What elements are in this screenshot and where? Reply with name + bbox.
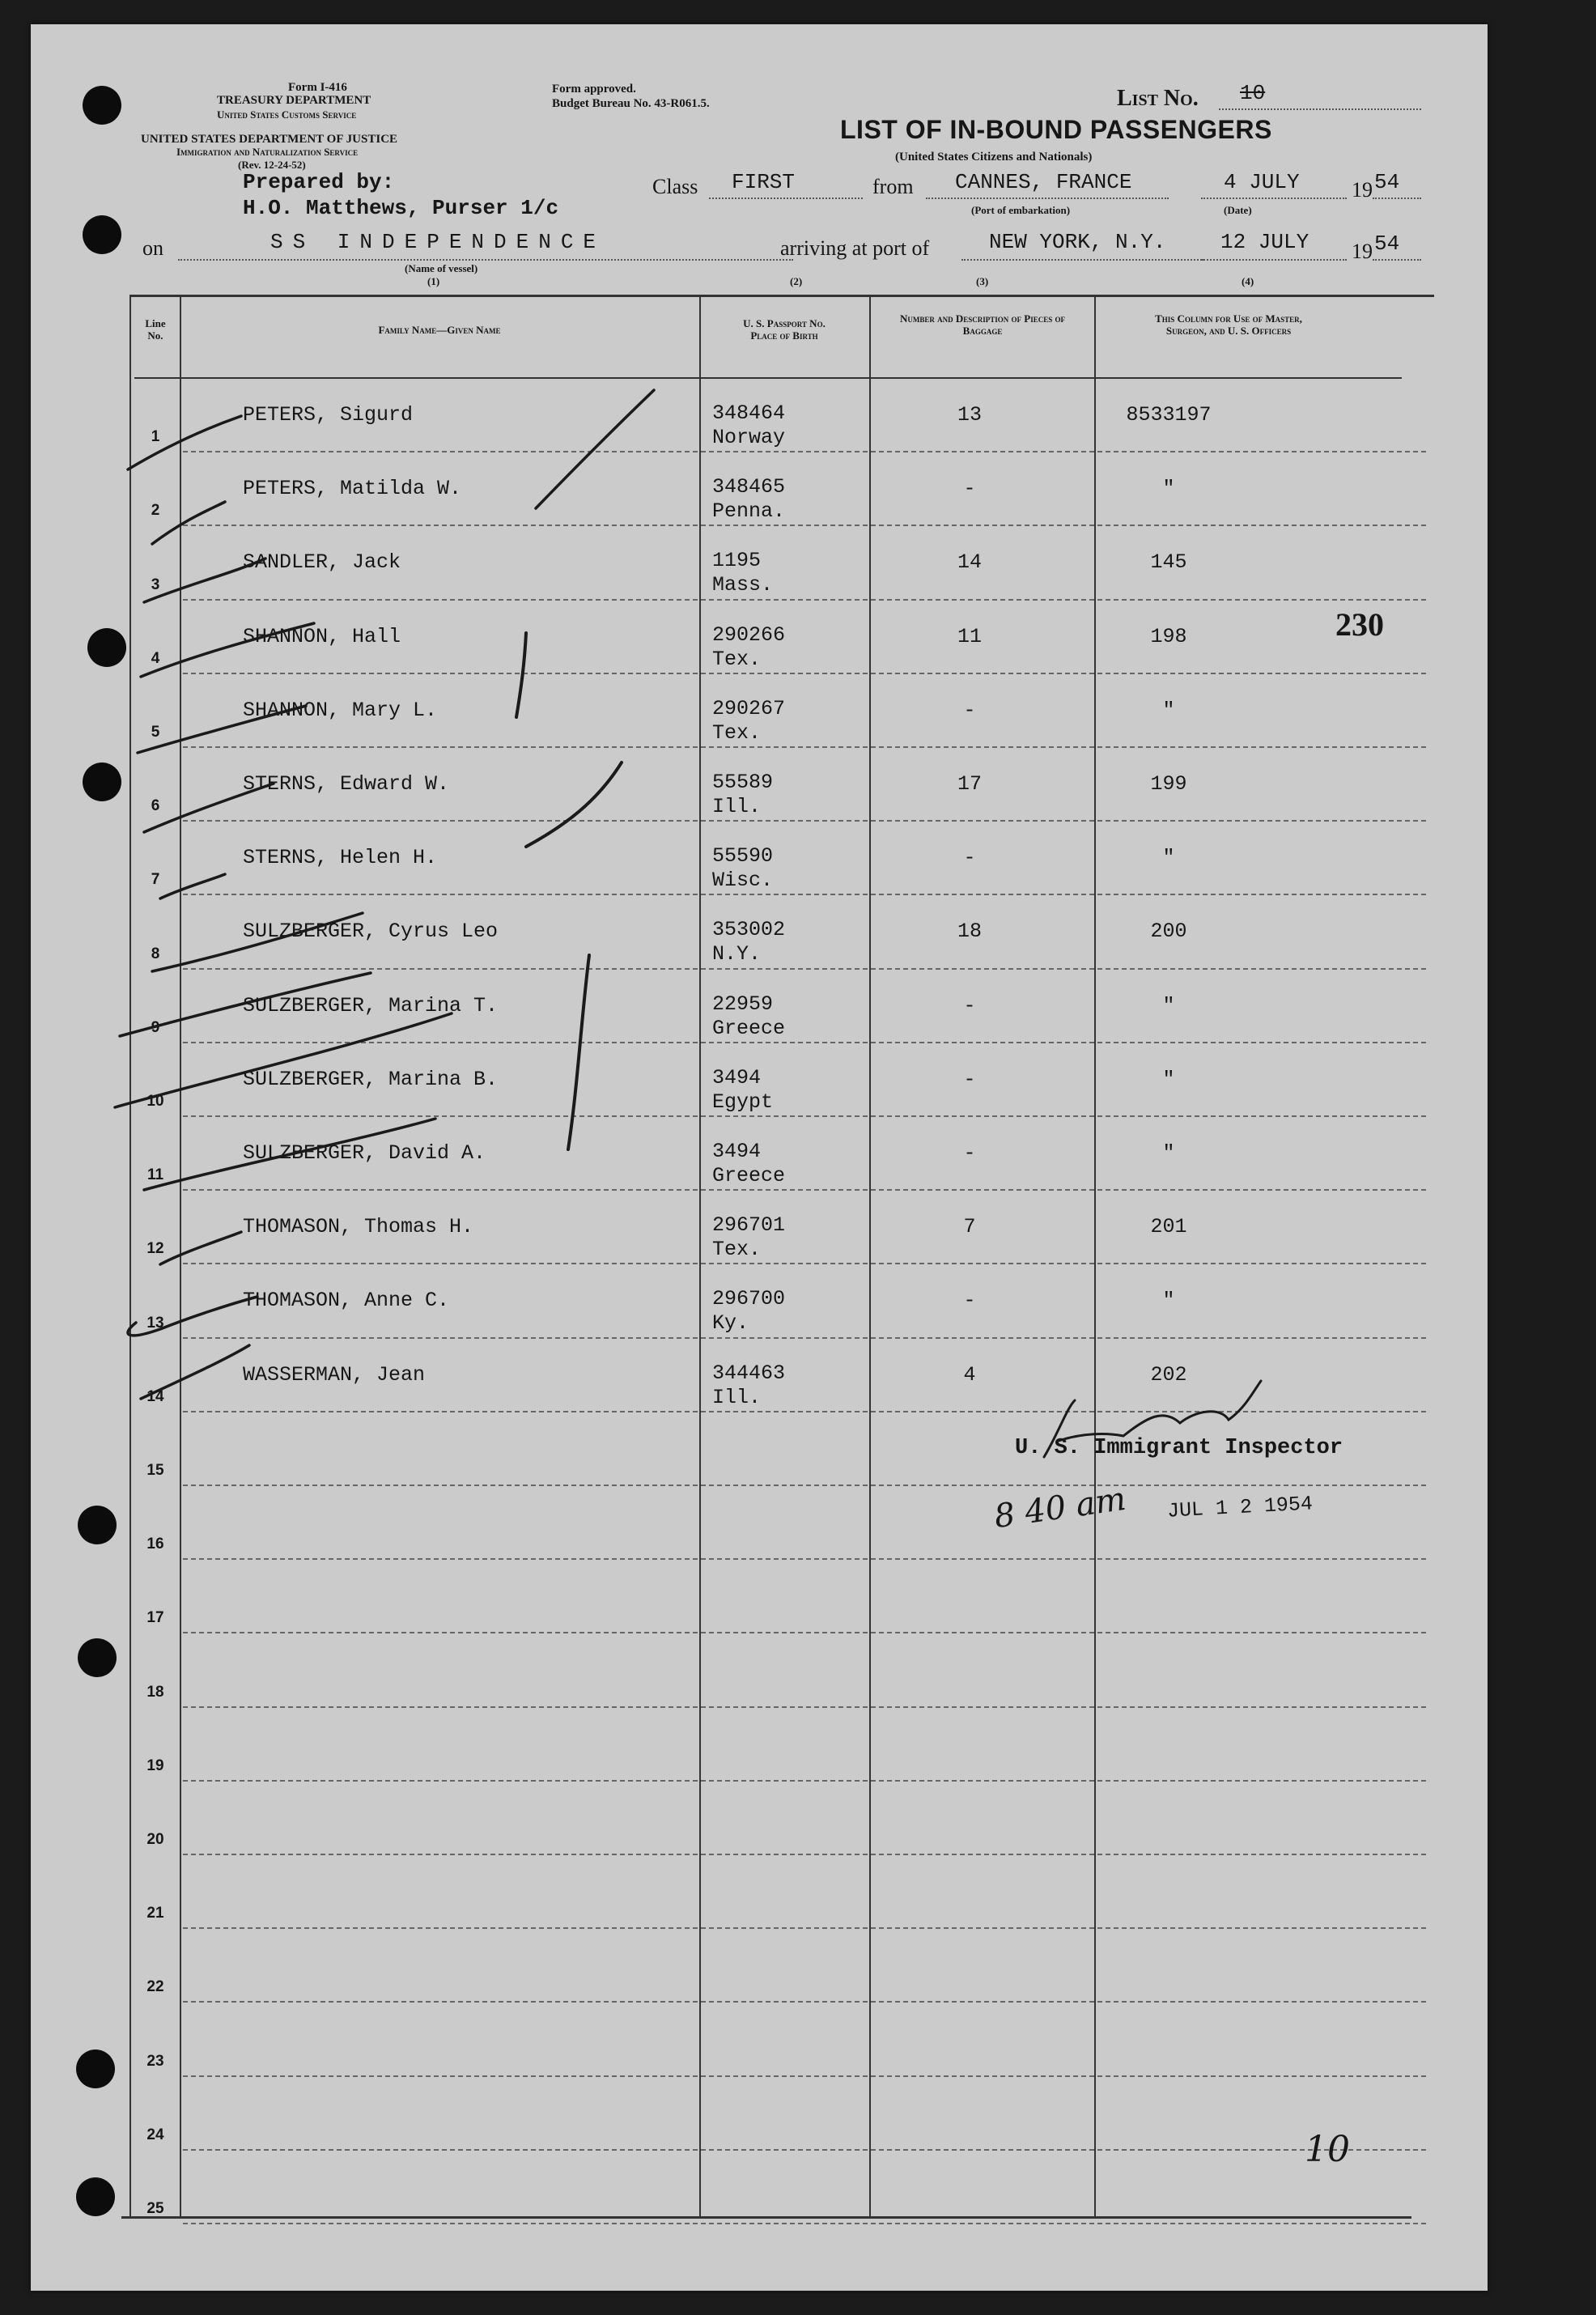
officer-entry: ": [1162, 1067, 1175, 1091]
ins-service: Immigration and Naturalization Service: [176, 146, 359, 158]
baggage-count: -: [963, 477, 976, 501]
arriving-label: arriving at port of: [780, 236, 930, 260]
date-embark: 4 JULY: [1224, 170, 1300, 194]
line-number: 3: [151, 576, 160, 593]
line-number: 2: [151, 502, 160, 520]
line-number: 1: [151, 428, 160, 446]
passenger-name: SHANNON, Hall: [243, 624, 401, 648]
col-num-1: (1): [427, 275, 440, 287]
passenger-name: PETERS, Sigurd: [243, 403, 414, 427]
officer-entry: 202: [1150, 1362, 1187, 1387]
baggage-count: -: [963, 1067, 976, 1091]
from-label: from: [872, 175, 914, 198]
line-number: 20: [146, 1831, 164, 1848]
passenger-name: SULZBERGER, David A.: [243, 1141, 486, 1165]
from-value: CANNES, FRANCE: [955, 170, 1132, 194]
baggage-count: 13: [957, 403, 982, 427]
col-header-officers: This Column for Use of Master, Surgeon, and U. S. Officers: [1155, 312, 1302, 337]
officer-entry: ": [1162, 1141, 1175, 1165]
place-of-birth: Ill.: [712, 1385, 762, 1409]
line-number: 6: [151, 797, 160, 815]
col-num-2: (2): [790, 275, 803, 287]
officer-entry: 8533197: [1126, 403, 1212, 427]
baggage-count: 7: [963, 1215, 976, 1239]
place-of-birth: Norway: [712, 426, 786, 449]
col-num-3: (3): [976, 275, 989, 287]
place-of-birth: Mass.: [712, 573, 774, 597]
passport-number: 55589: [712, 771, 774, 794]
line-number: 23: [146, 2052, 164, 2070]
line-number: 7: [151, 871, 160, 889]
passport-number: 290266: [712, 622, 786, 647]
place-of-birth: Greece: [712, 1164, 786, 1187]
place-of-birth: Tex.: [712, 720, 762, 745]
arrival-port: NEW YORK, N.Y.: [989, 230, 1166, 254]
officer-entry: 145: [1150, 550, 1187, 575]
passport-number: 344463: [712, 1361, 786, 1385]
year-prefix-2: 19: [1352, 240, 1373, 263]
line-number: 5: [151, 724, 160, 741]
officer-entry: ": [1162, 846, 1175, 870]
officer-entry: ": [1162, 698, 1175, 722]
year-embark: 54: [1374, 170, 1400, 194]
line-number: 13: [146, 1314, 164, 1332]
baggage-count: -: [963, 698, 976, 722]
officer-entry: ": [1162, 993, 1175, 1017]
page-title: LIST OF IN-BOUND PASSENGERS: [840, 115, 1272, 144]
on-label: on: [142, 236, 163, 260]
line-number: 22: [146, 1978, 164, 1996]
place-of-birth: Greece: [712, 1016, 786, 1040]
baggage-count: -: [963, 993, 976, 1017]
officer-entry: 201: [1150, 1215, 1187, 1239]
list-no-value: 10: [1240, 81, 1266, 105]
line-number: 25: [146, 2200, 164, 2217]
class-label: Class: [652, 175, 698, 198]
vessel-caption: (Name of vessel): [405, 262, 478, 274]
passenger-name: STERNS, Edward W.: [243, 772, 450, 796]
baggage-count: -: [963, 846, 976, 870]
line-number: 15: [146, 1462, 164, 1479]
baggage-count: 17: [957, 772, 982, 796]
treasury-department: TREASURY DEPARTMENT: [217, 94, 371, 107]
line-number: 19: [146, 1756, 164, 1774]
handwritten-check-marks: [31, 24, 1488, 2291]
line-number: 12: [146, 1240, 164, 1258]
passport-number: 353002: [712, 918, 786, 942]
page-note: 10: [1305, 2129, 1350, 2170]
passport-number: 296700: [712, 1287, 786, 1311]
customs-service: United States Customs Service: [217, 108, 357, 121]
col-header-baggage: Number and Description of Pieces of Baggage: [900, 312, 1065, 337]
baggage-count: 4: [963, 1362, 976, 1387]
vessel-name: SS INDEPENDENCE: [270, 230, 606, 254]
justice-department: UNITED STATES DEPARTMENT OF JUSTICE: [141, 133, 398, 146]
col-header-passport: U. S. Passport No. Place of Birth: [743, 317, 826, 342]
col-header-line-no: Line No.: [145, 317, 166, 342]
form-approved: Form approved.: [552, 83, 636, 96]
passport-number: 290267: [712, 696, 786, 720]
arrival-stamp-date: JUL 1 2 1954: [1166, 1492, 1314, 1523]
baggage-count: -: [963, 1289, 976, 1313]
place-of-birth: Tex.: [712, 647, 762, 671]
place-of-birth: Ill.: [712, 795, 762, 818]
officer-entry: 200: [1150, 920, 1187, 944]
passport-number: 22959: [712, 992, 774, 1016]
prepared-by-value: H.O. Matthews, Purser 1/c: [243, 196, 559, 220]
passport-number: 3494: [712, 1065, 762, 1090]
col-header-name: Family Name—Given Name: [378, 324, 501, 336]
officer-entry: ": [1162, 1289, 1175, 1313]
year-prefix: 19: [1352, 178, 1373, 202]
passport-number: 3494: [712, 1140, 762, 1163]
line-number: 16: [146, 1536, 164, 1553]
place-of-birth: N.Y.: [712, 942, 762, 966]
margin-number: 230: [1335, 606, 1384, 643]
line-number: 24: [146, 2126, 164, 2143]
line-number: 17: [146, 1609, 164, 1627]
line-number: 18: [146, 1683, 164, 1701]
passenger-name: SANDLER, Jack: [243, 550, 401, 575]
passenger-name: WASSERMAN, Jean: [243, 1362, 426, 1387]
passenger-name: SULZBERGER, Marina T.: [243, 993, 499, 1017]
line-number: 4: [151, 649, 160, 667]
line-number: 8: [151, 945, 160, 962]
place-of-birth: Egypt: [712, 1090, 774, 1114]
baggage-count: 14: [957, 550, 982, 575]
class-value: FIRST: [732, 170, 796, 194]
inspector-title: U. S. Immigrant Inspector: [1015, 1436, 1343, 1460]
place-of-birth: Penna.: [712, 499, 786, 524]
budget-bureau: Budget Bureau No. 43-R061.5.: [552, 97, 710, 110]
prepared-by-label: Prepared by:: [243, 170, 395, 194]
passport-number: 348465: [712, 475, 786, 499]
form-number: Form I-416: [288, 81, 347, 94]
baggage-count: -: [963, 1141, 976, 1165]
officer-entry: ": [1162, 477, 1175, 501]
document-page: [31, 24, 1488, 2291]
year-arrival: 54: [1374, 232, 1400, 256]
col-num-4: (4): [1242, 275, 1254, 287]
place-of-birth: Wisc.: [712, 869, 774, 893]
embark-caption: (Port of embarkation): [971, 204, 1071, 216]
list-no-label: List No.: [1117, 86, 1199, 111]
line-number: 9: [151, 1018, 160, 1036]
officer-entry: 198: [1150, 624, 1187, 648]
passenger-name: SULZBERGER, Cyrus Leo: [243, 920, 499, 944]
revision: (Rev. 12-24-52): [238, 159, 306, 171]
date-caption: (Date): [1224, 204, 1252, 216]
page-subtitle: (United States Citizens and Nationals): [895, 151, 1093, 164]
date-arrival: 12 JULY: [1220, 230, 1309, 254]
line-number: 10: [146, 1093, 164, 1110]
place-of-birth: Tex.: [712, 1238, 762, 1262]
passenger-name: SULZBERGER, Marina B.: [243, 1067, 499, 1091]
passport-number: 1195: [712, 549, 762, 573]
line-number: 21: [146, 1905, 164, 1922]
baggage-count: 18: [957, 920, 982, 944]
officer-entry: 199: [1150, 772, 1187, 796]
inspection-time-note: 8 40 am: [991, 1480, 1128, 1536]
passenger-name: STERNS, Helen H.: [243, 846, 438, 870]
passenger-name: THOMASON, Thomas H.: [243, 1215, 474, 1239]
passport-number: 55590: [712, 844, 774, 869]
passenger-name: SHANNON, Mary L.: [243, 698, 438, 722]
passport-number: 348464: [712, 401, 786, 425]
place-of-birth: Ky.: [712, 1311, 749, 1336]
line-number: 14: [146, 1387, 164, 1405]
passport-number: 296701: [712, 1213, 786, 1238]
line-number: 11: [146, 1166, 164, 1184]
baggage-count: 11: [957, 624, 982, 648]
passenger-name: THOMASON, Anne C.: [243, 1289, 450, 1313]
passenger-name: PETERS, Matilda W.: [243, 477, 462, 501]
